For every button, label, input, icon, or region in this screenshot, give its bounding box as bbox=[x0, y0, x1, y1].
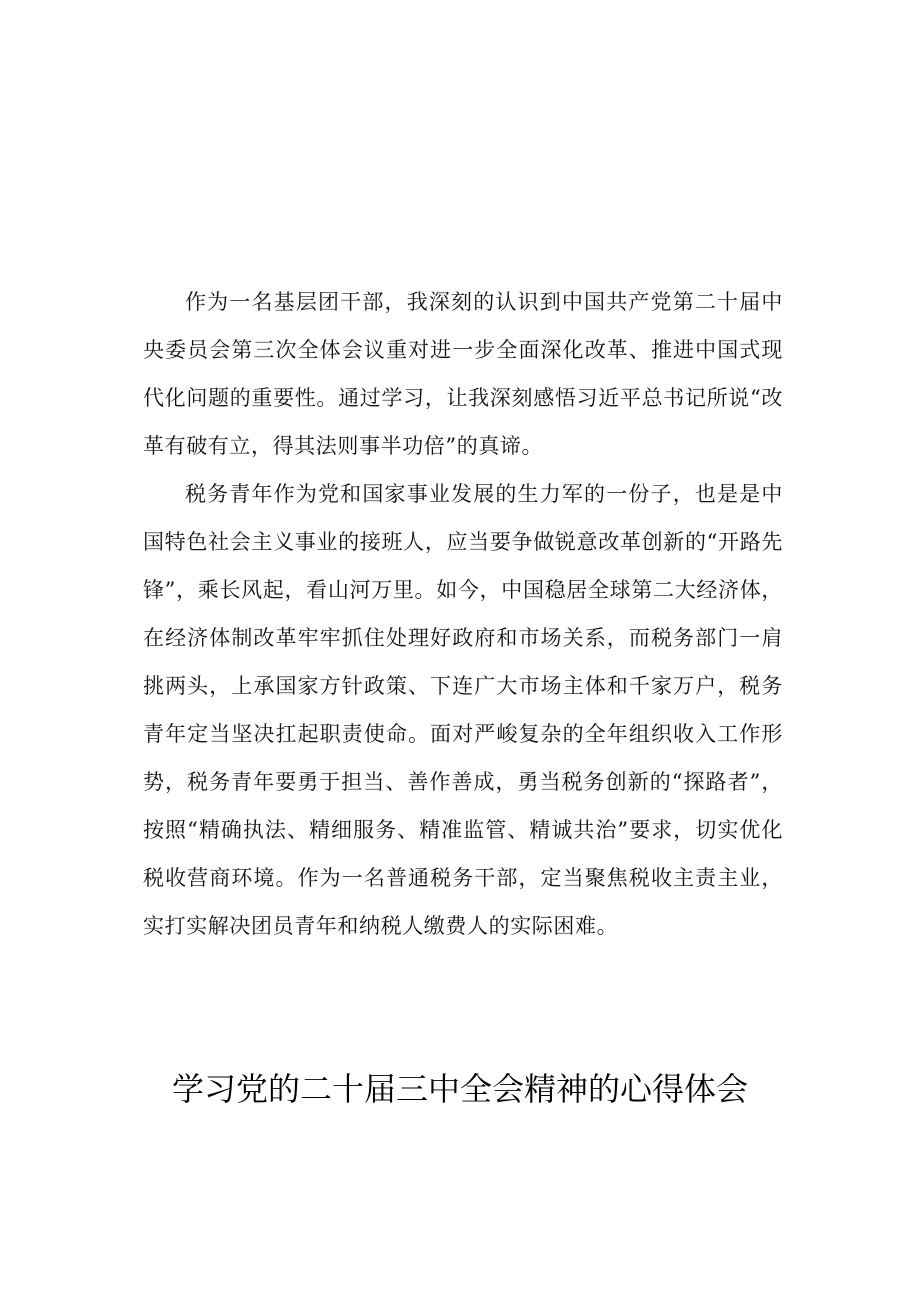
paragraph-2: 税务青年作为党和国家事业发展的生力军的一份子，也是是中国特色社会主义事业的接班人，应当要争做锐意改革创新的“开路先锋”，乘长风起，看山河万里。如今，中国稳居全球第二大经济体，在经济体制改革牢牢抓住处理好政府和市场关系，而税务部门一肩挑两头，上承国家方针政策、下连广大市场主体和千家万户，税务青年定当坚决扛起职责使命。面对严峻复杂的全年组织收入工作形势，税务青年要勇于担当、善作善成，勇当税务创新的“探路者”，按照“精确执法、精细服务、精准监管、精诚共治”要求，切实优化税收营商环境。作为一名普通税务干部，定当聚焦税收主责主业，实打实解决团员青年和纳税人缴费人的实际困难。 bbox=[143, 482, 783, 938]
body-text bbox=[143, 278, 783, 950]
section-heading: 学习党的二十届三中全会精神的心得体会 bbox=[171, 1070, 748, 1108]
paragraph-1: 作为一名基层团干部，我深刻的认识到中国共产党第二十届中央委员会第三次全体会议重对进一步全面深化改革、推进中国式现代化问题的重要性。通过学习，让我深刻感悟习近平总书记所说“改革有破有立，得其法则事半功倍”的真谛。 bbox=[143, 290, 783, 458]
